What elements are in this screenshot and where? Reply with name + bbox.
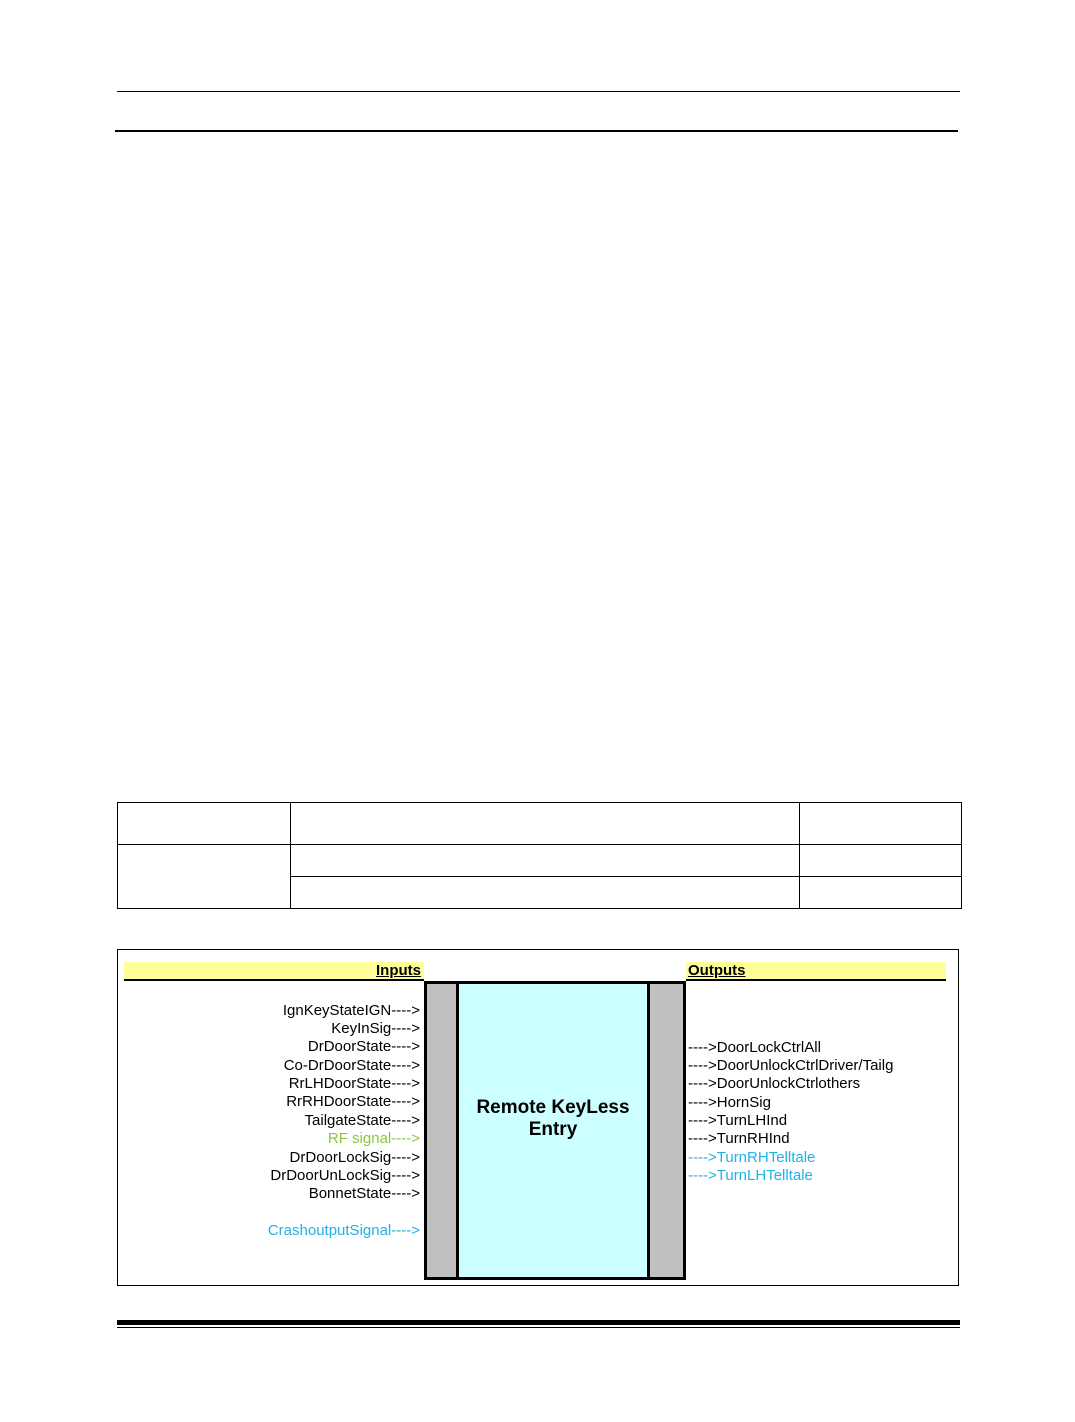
output-signal: ---->DoorUnlockCtrlothers xyxy=(688,1075,861,1092)
revision-table xyxy=(117,802,962,909)
output-signal: ---->TurnRHTelltale xyxy=(688,1149,816,1166)
output-signal: ---->TurnLHInd xyxy=(688,1112,788,1129)
table-cell xyxy=(800,803,962,845)
output-signal: ---->DoorLockCtrlAll xyxy=(688,1039,821,1056)
table-row xyxy=(118,803,962,845)
table-cell xyxy=(118,845,291,909)
output-signal: ---->HornSig xyxy=(688,1094,771,1111)
input-signal: RrLHDoorState----> xyxy=(288,1075,420,1092)
table-cell xyxy=(291,877,800,909)
input-signal: TailgateState----> xyxy=(304,1112,420,1129)
table-row xyxy=(118,845,962,877)
function-block-title: Remote KeyLess Entry xyxy=(476,1096,630,1140)
input-signal: KeyInSig----> xyxy=(331,1020,420,1037)
input-signal: CrashoutputSignal----> xyxy=(267,1222,420,1239)
footer-rule xyxy=(117,1320,960,1325)
table-cell xyxy=(118,803,291,845)
input-signal: IgnKeyStateIGN----> xyxy=(282,1002,420,1019)
output-signal: ---->TurnRHInd xyxy=(688,1130,790,1147)
input-signal: RrRHDoorState----> xyxy=(286,1093,420,1110)
input-signal: DrDoorLockSig----> xyxy=(289,1149,420,1166)
table-cell xyxy=(800,845,962,877)
output-signal: ---->DoorUnlockCtrlDriver/Tailg xyxy=(688,1057,894,1074)
input-signal: RF signal----> xyxy=(327,1130,420,1147)
output-signal: ---->TurnLHTelltale xyxy=(688,1167,813,1184)
input-signal: DrDoorState----> xyxy=(307,1038,420,1055)
outputs-label: Outputs xyxy=(688,962,746,979)
header-rule-lower xyxy=(115,130,958,132)
inputs-header-band xyxy=(124,962,424,981)
outputs-header-band xyxy=(686,962,946,981)
input-signal: Co-DrDoorState----> xyxy=(283,1057,420,1074)
footer-rule-thin xyxy=(117,1327,960,1328)
input-signal: DrDoorUnLockSig----> xyxy=(270,1167,420,1184)
inputs-label: Inputs xyxy=(376,962,421,979)
input-signal: BonnetState----> xyxy=(308,1185,420,1202)
header-rule xyxy=(117,91,960,92)
table-cell xyxy=(800,877,962,909)
table-cell xyxy=(291,803,800,845)
function-block xyxy=(456,981,650,1280)
table-cell xyxy=(291,845,800,877)
